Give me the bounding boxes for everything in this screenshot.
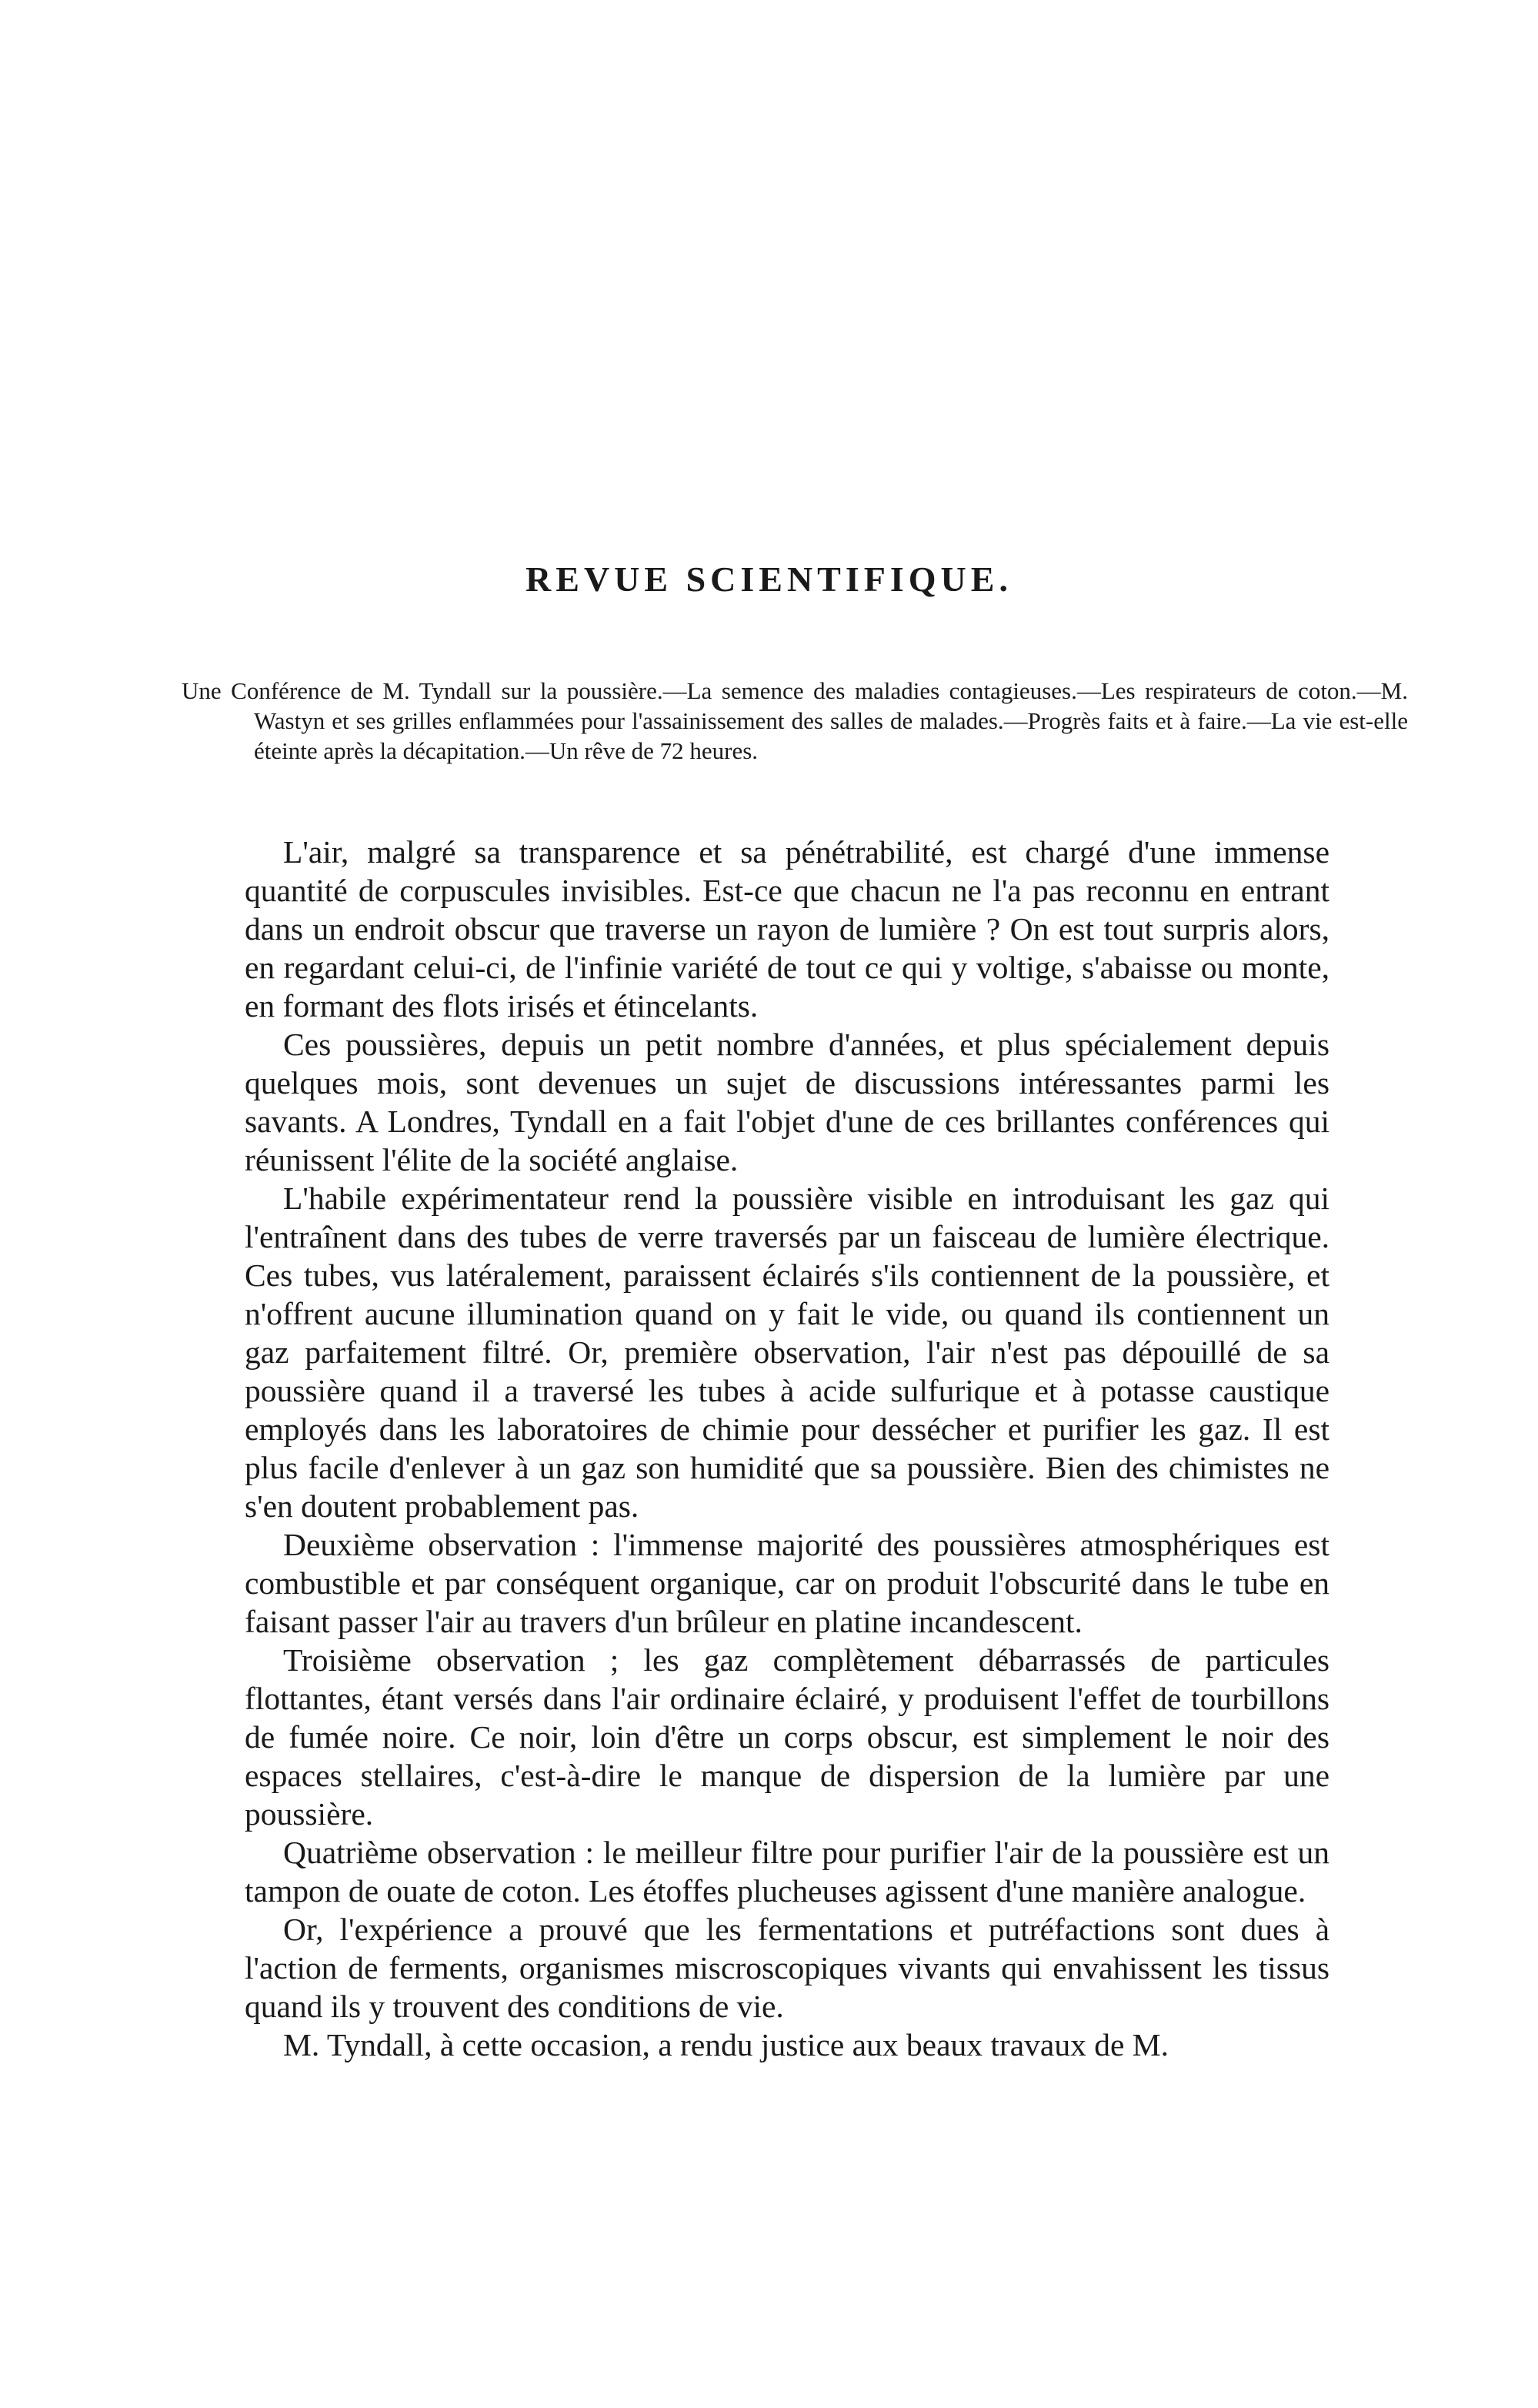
body-paragraph: L'habile expérimentateur rend la poussière visible en introduisant les gaz qui l'entraînent dans des tubes de verre traversés par un faisceau de lumière électrique. Ces tubes, vus latéralement, paraissent éclairés s'ils contiennent de la poussière, et n'offrent aucune illumination quand on y fait le vide, ou quand ils contiennent un gaz parfaitement filtré. Or, première observation, l'air n'est pas dépouillé de sa poussière quand il a traversé les tubes à acide sulfurique et à potasse caustique employés dans les laboratoires de chimie pour dessécher et purifier les gaz. Il est plus facile d'enlever à un gaz son humidité que sa poussière. Bien des chimistes ne s'en doutent probablement pas.	[245, 1181, 1329, 1524]
article-summary: Une Conférence de M. Tyndall sur la poussière.—La semence des maladies contagieuses.—Les respirateurs de coton.—M. Wastyn et ses grilles enflammées pour l'assainissement des salles de malades.—Progrès faits et à faire.—La vie est-elle éteinte après la décapitation.—Un rêve de 72 heures.	[182, 677, 1408, 764]
body-paragraph: Ces poussières, depuis un petit nombre d'années, et plus spécialement depuis quelques mois, sont devenues un sujet de discussions intéressantes parmi les savants. A Londres, Tyndall en a fait l'objet d'une de ces brillantes conférences qui réunissent l'élite de la société anglaise.	[245, 1027, 1329, 1177]
body-paragraph: Or, l'expérience a prouvé que les fermentations et putréfactions sont dues à l'action de ferments, organismes miscroscopiques vivants qui envahissent les tissus quand ils y trouvent des conditions de vie.	[245, 1912, 1329, 2024]
body-paragraph: Quatrième observation : le meilleur filtre pour purifier l'air de la poussière est un tampon de ouate de coton. Les étoffes plucheuses agissent d'une manière analogue.	[245, 1835, 1329, 1909]
body-paragraph: L'air, malgré sa transparence et sa pénétrabilité, est chargé d'une immense quantité de corpuscules invisibles. Est-ce que chacun ne l'a pas reconnu en entrant dans un endroit obscur que traverse un rayon de lumière ? On est tout surpris alors, en regardant celui-ci, de l'infinie variété de tout ce qui y voltige, s'abaisse ou monte, en formant des flots irisés et étincelants.	[245, 834, 1329, 1024]
body-paragraph: M. Tyndall, à cette occasion, a rendu justice aux beaux travaux de M.	[283, 2027, 1169, 2062]
body-paragraph: Troisième observation ; les gaz complètement débarrassés de particules flottantes, étant versés dans l'air ordinaire éclairé, y produisent l'effet de tourbillons de fumée noire. Ce noir, loin d'être un corps obscur, est simplement le noir des espaces stellaires, c'est-à-dire le manque de dispersion de la lumière par une poussière.	[245, 1642, 1329, 1832]
article-body	[245, 833, 1329, 2064]
body-paragraph: Deuxième observation : l'immense majorité des poussières atmosphériques est combustible et par conséquent organique, car on produit l'obscurité dans le tube en faisant passer l'air au travers d'un brûleur en platine incandescent.	[245, 1527, 1329, 1639]
article-title: REVUE SCIENTIFIQUE.	[525, 559, 1013, 599]
